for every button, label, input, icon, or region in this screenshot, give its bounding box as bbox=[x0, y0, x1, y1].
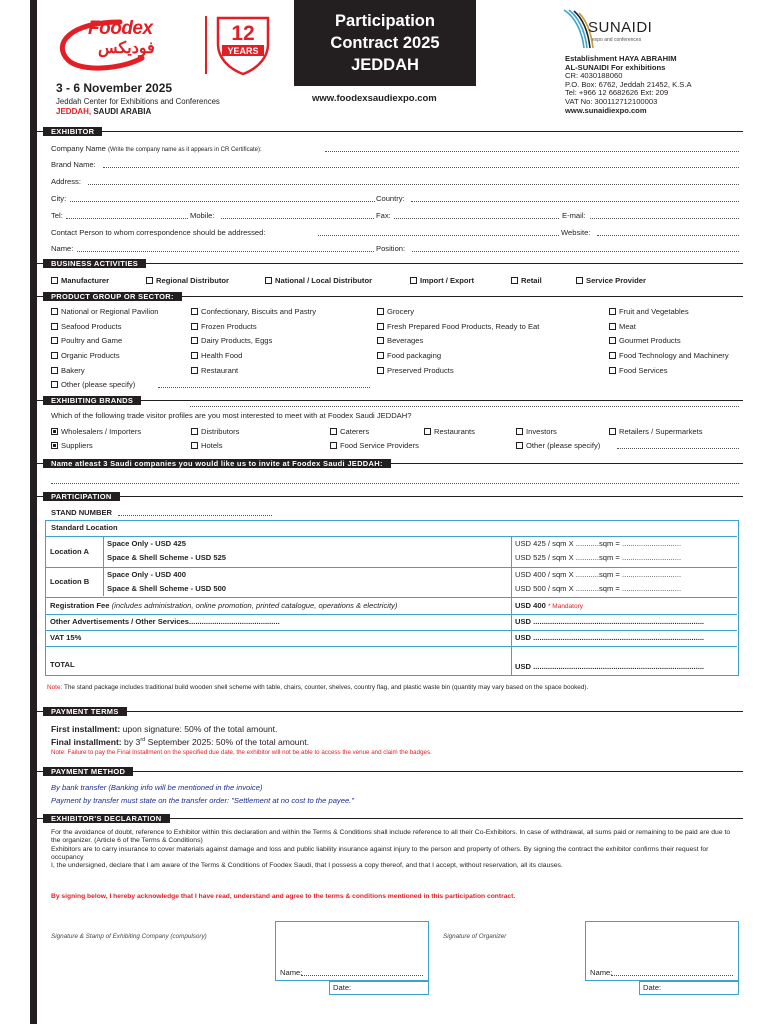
registration-fee-value: USD 400 * Mandatory bbox=[515, 601, 583, 610]
checkbox-poultry[interactable]: Poultry and Game bbox=[51, 336, 122, 345]
location-a-shell-scheme: Space & Shell Scheme - USD 525 bbox=[107, 553, 227, 562]
checkbox-seafood[interactable]: Seafood Products bbox=[51, 322, 121, 331]
checkbox-retail[interactable]: Retail bbox=[511, 276, 542, 285]
location-a-space-only: Space Only - USD 425 bbox=[107, 539, 186, 548]
acknowledgement: By signing below, I hereby acknowledge that I have read, understand and agree to the terms & conditions mentioned in this participation contract. bbox=[51, 893, 516, 900]
checkbox-preserved[interactable]: Preserved Products bbox=[377, 366, 454, 375]
title-line-3: JEDDAH bbox=[351, 56, 419, 74]
stand-package-note: Note: The stand package includes traditional build wooden shell scheme with table, chairs, counter, shelves, country flag, and plastic waste bin (quantity may vary based on the space booked). bbox=[47, 684, 589, 691]
brand-name-field[interactable] bbox=[103, 167, 739, 168]
exhibitor-name-label: Name: bbox=[280, 968, 303, 977]
twelve-years-badge bbox=[214, 14, 272, 76]
organizer-details: Establishment HAYA ABRAHIM AL-SUNAIDI For exhibitions CR: 4030188060 P.O. Box: 6762, Jeddah 21452, K.S.A Tel: +966 12 6682626 Ext: 209 VAT No: 300112712100003 www.sunaidiexpo.com bbox=[565, 54, 692, 115]
website-label: Website: bbox=[561, 228, 591, 237]
exhibitor-name-field[interactable] bbox=[301, 975, 423, 976]
event-website[interactable]: www.foodexsaudiexpo.com bbox=[312, 93, 437, 104]
standard-location-label: Standard Location bbox=[51, 523, 118, 532]
name-label: Name: bbox=[51, 244, 74, 253]
checkbox-restaurant[interactable]: Restaurant bbox=[191, 366, 238, 375]
first-installment: First installment: upon signature: 50% of the total amount. bbox=[51, 724, 278, 734]
final-installment-note: Note: Failure to pay the Final Installment on the specified due date, the exhibitor will not be able to access the venue and claim the badges. bbox=[51, 749, 432, 756]
section-invite-companies: Name atleast 3 Saudi companies you would like us to invite at Foodex Saudi JEDDAH: bbox=[43, 459, 391, 468]
visitor-profile-question: Which of the following trade visitor profiles are you most interested to meet with at Foodex Saudi JEDDAH? bbox=[51, 411, 412, 420]
title-line-1: Participation bbox=[335, 12, 435, 30]
checkbox-bakery[interactable]: Bakery bbox=[51, 366, 85, 375]
sunaidi-logo-text: SUNAIDI bbox=[588, 19, 653, 36]
organizer-date-label: Date: bbox=[643, 983, 662, 992]
vat-value[interactable]: USD ................................................................................. bbox=[515, 633, 705, 642]
section-business-activities: BUSINESS ACTIVITIES bbox=[43, 259, 146, 268]
company-name-label: Company Name (Write the company name as it appears in CR Certificate): bbox=[51, 144, 262, 153]
checkbox-retailers[interactable]: Retailers / Supermarkets bbox=[609, 427, 703, 436]
location-b-shell-calc[interactable]: USD 500 / sqm X ...........sqm = ............................ bbox=[515, 584, 682, 593]
section-rule bbox=[37, 771, 743, 772]
checkbox-national-distributor[interactable]: National / Local Distributor bbox=[265, 276, 372, 285]
venue: Jeddah Center for Exhibitions and Conferences bbox=[56, 97, 220, 106]
exhibitor-signature-label: Signature & Stamp of Exhibiting Company (compulsory) bbox=[51, 933, 207, 940]
location-b-shell-scheme: Space & Shell Scheme - USD 500 bbox=[107, 584, 227, 593]
section-exhibiting-brands: EXHIBITING BRANDS bbox=[43, 396, 141, 405]
checkbox-restaurants[interactable]: Restaurants bbox=[424, 427, 475, 436]
checkbox-organic[interactable]: Organic Products bbox=[51, 351, 120, 360]
checkbox-health-food[interactable]: Health Food bbox=[191, 351, 242, 360]
checkbox-hotels[interactable]: Hotels bbox=[191, 441, 223, 450]
foodex-logo-arabic: فوديكس bbox=[98, 40, 155, 57]
website-field[interactable] bbox=[597, 235, 739, 236]
final-installment: Final installment: by 3rd September 2025: 50% of the total amount. bbox=[51, 737, 310, 747]
checkbox-food-technology[interactable]: Food Technology and Machinery bbox=[609, 351, 729, 360]
position-label: Position: bbox=[376, 244, 406, 253]
email-label: E-mail: bbox=[562, 211, 586, 220]
email-field[interactable] bbox=[590, 218, 739, 219]
checkbox-meat[interactable]: Meat bbox=[609, 322, 636, 331]
stand-number-label: STAND NUMBER bbox=[51, 508, 113, 517]
country-label: Country: bbox=[376, 194, 405, 203]
checkbox-import-export[interactable]: Import / Export bbox=[410, 276, 474, 285]
title-line-2: Contract 2025 bbox=[330, 34, 440, 52]
checkbox-confectionary[interactable]: Confectionary, Biscuits and Pastry bbox=[191, 307, 316, 316]
name-field[interactable] bbox=[77, 251, 374, 252]
transfer-instruction: Payment by transfer must state on the transfer order: "Settlement at no cost to the payee." bbox=[51, 796, 354, 805]
organizer-name-label: Name: bbox=[590, 968, 613, 977]
checkbox-manufacturer[interactable]: Manufacturer bbox=[51, 276, 109, 285]
contact-person-label: Contact Person to whom correspondence should be addressed: bbox=[51, 228, 266, 237]
exhibitor-date-label: Date: bbox=[333, 983, 352, 992]
checkbox-other-visitor[interactable]: Other (please specify) bbox=[516, 441, 600, 450]
badge-text: YEARS bbox=[227, 46, 259, 56]
total-label: TOTAL bbox=[50, 660, 75, 669]
table-row-divider bbox=[46, 567, 737, 568]
location-b-label: Location B bbox=[50, 577, 90, 586]
address-field[interactable] bbox=[88, 184, 739, 185]
checkbox-investors[interactable]: Investors bbox=[516, 427, 557, 436]
left-margin-bar bbox=[30, 0, 37, 1024]
section-exhibitor: EXHIBITOR bbox=[43, 127, 102, 136]
position-field[interactable] bbox=[412, 251, 739, 252]
table-row-divider bbox=[46, 597, 737, 598]
address-label: Address: bbox=[51, 177, 81, 186]
location-a-space-calc[interactable]: USD 425 / sqm X ...........sqm = ............................ bbox=[515, 539, 682, 548]
section-rule bbox=[37, 711, 743, 712]
table-row-divider bbox=[46, 614, 737, 615]
other-services-label: Other Advertisements / Other Services........................................... bbox=[50, 617, 280, 626]
badge-number: 12 bbox=[231, 22, 255, 45]
contract-title-box bbox=[294, 0, 476, 86]
bank-transfer-info: By bank transfer (Banking info will be mentioned in the invoice) bbox=[51, 783, 263, 792]
event-city: JEDDAH, SAUDI ARABIA bbox=[56, 107, 152, 116]
checkbox-suppliers[interactable]: Suppliers bbox=[51, 441, 93, 450]
location-a-shell-calc[interactable]: USD 525 / sqm X ...........sqm = ............................ bbox=[515, 553, 682, 562]
section-rule bbox=[37, 400, 743, 401]
participation-table bbox=[45, 520, 739, 676]
section-declaration: EXHIBITOR'S DECLARATION bbox=[43, 814, 170, 823]
other-visitor-field[interactable] bbox=[617, 448, 739, 449]
tel-field[interactable] bbox=[66, 218, 188, 219]
checkbox-other-product[interactable]: Other (please specify) bbox=[51, 380, 135, 389]
mobile-label: Mobile: bbox=[190, 211, 215, 220]
section-payment-terms: PAYMENT TERMS bbox=[43, 707, 127, 716]
declaration-text: For the avoidance of doubt, reference to Exhibitor within this declaration and within the Terms & Conditions shall include reference to all their Co-Exhibitors. In case of withdrawal, all sums paid or remaining to be paid are due to the organizer. (Article 6 of the Terms & Conditions) Exhibitors are to carry insurance to cover materials against damage and loss and public liability insurance against injury to the person and property of others. By signing the contract the exhibitor confirms their request for occupancy I, the undersigned, declare that I am aware of the Terms & Conditions of Foodex Saudi, that I possess a copy thereof, and that I accept, without reservation, all its clauses. bbox=[51, 829, 731, 870]
checkbox-caterers[interactable]: Caterers bbox=[330, 427, 369, 436]
checkbox-fresh-prepared[interactable]: Fresh Prepared Food Products, Ready to Eat bbox=[377, 322, 539, 331]
other-product-field[interactable] bbox=[158, 387, 370, 388]
organizer-name-field[interactable] bbox=[611, 975, 733, 976]
fax-field[interactable] bbox=[394, 218, 559, 219]
country-field[interactable] bbox=[411, 201, 739, 202]
checkbox-beverages[interactable]: Beverages bbox=[377, 336, 423, 345]
logo-divider bbox=[205, 16, 207, 74]
checkbox-food-packaging[interactable]: Food packaging bbox=[377, 351, 441, 360]
checkbox-distributors[interactable]: Distributors bbox=[191, 427, 239, 436]
location-b-space-only: Space Only - USD 400 bbox=[107, 570, 186, 579]
checkbox-regional-distributor[interactable]: Regional Distributor bbox=[146, 276, 229, 285]
checkbox-national-pavilion[interactable]: National or Regional Pavilion bbox=[51, 307, 159, 316]
fax-label: Fax: bbox=[376, 211, 391, 220]
table-row-divider bbox=[46, 536, 737, 537]
table-row-divider bbox=[46, 630, 737, 631]
city-field[interactable] bbox=[70, 201, 375, 202]
checkbox-wholesalers[interactable]: Wholesalers / Importers bbox=[51, 427, 141, 436]
exhibiting-brands-field[interactable] bbox=[190, 406, 739, 407]
stand-number-field[interactable] bbox=[118, 515, 272, 516]
brand-name-label: Brand Name: bbox=[51, 160, 96, 169]
section-participation: PARTICIPATION bbox=[43, 492, 120, 501]
checkbox-frozen[interactable]: Frozen Products bbox=[191, 322, 257, 331]
location-a-label: Location A bbox=[50, 547, 89, 556]
section-product-group: PRODUCT GROUP OR SECTOR: bbox=[43, 292, 182, 301]
registration-fee-label: Registration Fee (includes administration, online promotion, printed catalogue, operations & electricity) bbox=[50, 601, 398, 610]
other-services-value[interactable]: USD ................................................................................. bbox=[515, 617, 705, 626]
event-dates: 3 - 6 November 2025 bbox=[56, 81, 173, 95]
contact-person-field[interactable] bbox=[318, 235, 559, 236]
checkbox-dairy[interactable]: Dairy Products, Eggs bbox=[191, 336, 272, 345]
checkbox-gourmet[interactable]: Gourmet Products bbox=[609, 336, 681, 345]
section-rule bbox=[37, 496, 743, 497]
vat-label: VAT 15% bbox=[50, 633, 82, 642]
section-payment-method: PAYMENT METHOD bbox=[43, 767, 133, 776]
sunaidi-logo-subtitle: expo and conferences bbox=[592, 37, 642, 43]
table-col-divider bbox=[103, 536, 104, 596]
invite-companies-field[interactable] bbox=[51, 483, 739, 484]
checkbox-service-provider[interactable]: Service Provider bbox=[576, 276, 646, 285]
table-col-divider bbox=[511, 536, 512, 675]
tel-label: Tel: bbox=[51, 211, 63, 220]
table-row-divider bbox=[46, 646, 737, 647]
location-b-space-calc[interactable]: USD 400 / sqm X ...........sqm = ............................ bbox=[515, 570, 682, 579]
city-label: City: bbox=[51, 194, 67, 203]
section-rule bbox=[37, 131, 743, 132]
foodex-logo-text: Foodex bbox=[88, 18, 153, 39]
total-value[interactable]: USD ................................................................................. bbox=[515, 662, 705, 671]
mobile-field[interactable] bbox=[221, 218, 374, 219]
checkbox-fruit-vegetables[interactable]: Fruit and Vegetables bbox=[609, 307, 689, 316]
checkbox-food-services[interactable]: Food Services bbox=[609, 366, 668, 375]
organizer-signature-label: Signature of Organizer bbox=[443, 933, 507, 940]
checkbox-food-service-providers[interactable]: Food Service Providers bbox=[330, 441, 419, 450]
checkbox-grocery[interactable]: Grocery bbox=[377, 307, 414, 316]
company-name-field[interactable] bbox=[325, 151, 739, 152]
